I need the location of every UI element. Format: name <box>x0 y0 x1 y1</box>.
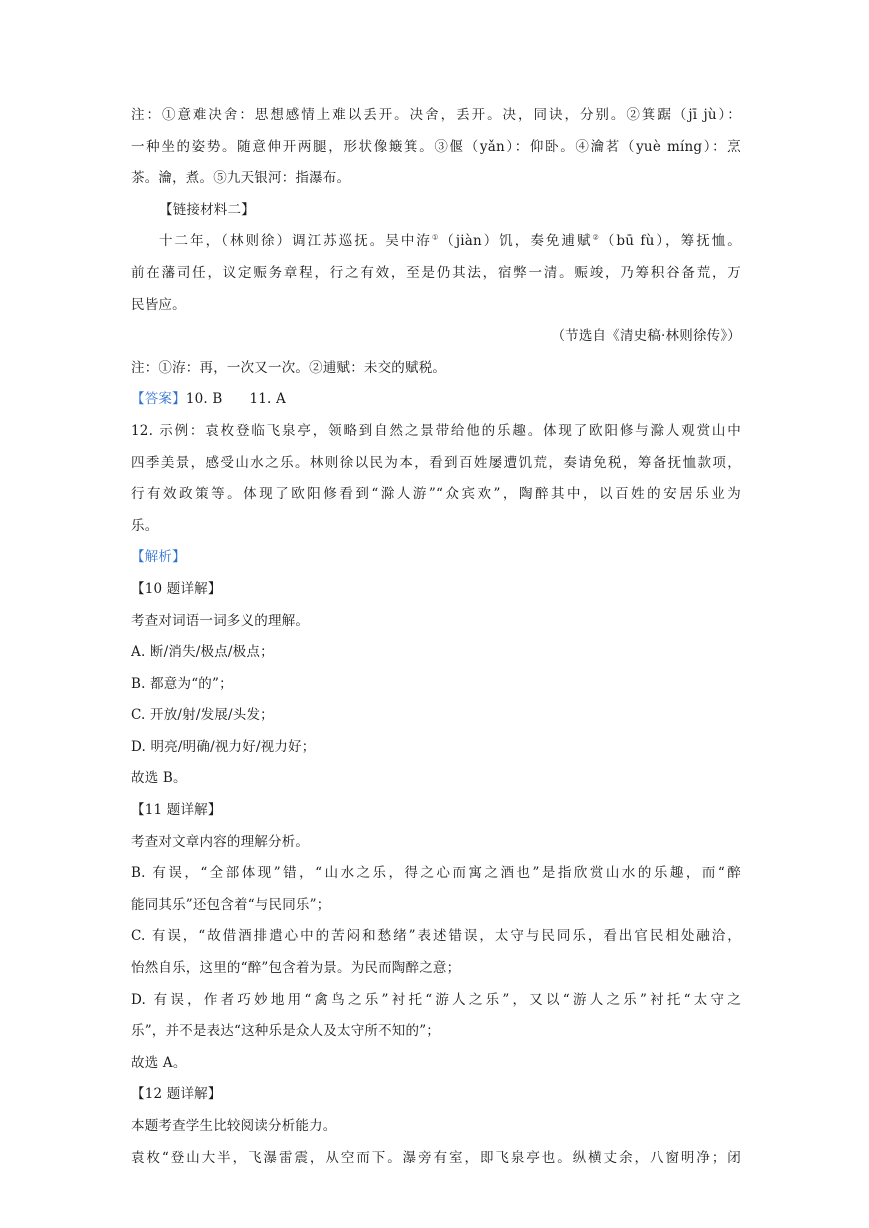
notes1-line-2: 一种坐的姿势。随意伸开两腿，形状像簸箕。③偃（yǎn）：仰卧。④瀹茗（yuè míng）：烹 <box>131 138 741 155</box>
material2-paragraph-line-3: 民皆应。 <box>131 296 186 313</box>
q11-option-b-line-1: B. 有误，“全部体现”错，“山水之乐，得之心而寓之酒也”是指欣赏山水的乐趣，而“醉 <box>131 865 741 882</box>
material2-paragraph-line-2: 前在藩司任，议定赈务章程，行之有效，至是仍其法，宿弊一清。赈竣，乃筹积谷备荒，万 <box>131 264 741 281</box>
footnote-marker-1: ① <box>431 233 441 242</box>
q10-option-a: A. 断/消失/极点/极点； <box>131 644 274 661</box>
notes1-line-1: 注：①意难决舍：思想感情上难以丢开。决舍，丢开。决，同诀，分别。②箕踞（jī jù）： <box>131 107 741 123</box>
answer-label: 【答案】 <box>131 391 186 408</box>
q10-option-b: B. 都意为“的”； <box>131 675 233 692</box>
footnote-marker-2: ② <box>592 233 601 242</box>
material2-note: 注：①洊：再，一次又一次。②逋赋：未交的赋税。 <box>131 359 447 376</box>
q11-title: 【11 题详解】 <box>131 802 222 819</box>
material2-text: （jiàn）饥，奏免逋赋 <box>440 233 593 250</box>
notes1-line-3: 茶。瀹，煮。⑤九天银河：指瀑布。 <box>131 170 351 187</box>
answer-text: 10. B 11. A <box>185 391 286 408</box>
q12-answer-line-4: 乐。 <box>131 517 159 534</box>
q12-intro: 本题考查学生比较阅读分析能力。 <box>131 1118 337 1134</box>
material2-text: 十二年，（林则徐）调江苏巡抚。吴中洊 <box>159 233 432 250</box>
answer-line <box>131 384 741 416</box>
q10-option-c: C. 开放/射/发展/头发； <box>131 707 274 724</box>
material2-source: （节选自《清史稿·林则徐传》） <box>551 328 741 345</box>
q11-option-b-line-2: 能同其乐”还包含着“与民同乐”； <box>131 896 331 913</box>
q11-option-c-line-2: 怡然自乐，这里的“醉”包含着为景。为民而陶醉之意； <box>131 960 461 977</box>
material2-text: （bū fù），筹抚恤。 <box>600 233 741 250</box>
q11-option-d-line-2: 乐”，并不是表达“这种乐是众人及太守所不知的”； <box>131 1023 441 1040</box>
q12-title: 【12 题详解】 <box>131 1086 222 1103</box>
q12-analysis-line-1: 袁枚“登山大半，飞瀑雷震，从空而下。瀑旁有室，即飞泉亭也。纵横丈余，八窗明净；闭 <box>131 1149 741 1166</box>
material2-heading: 【链接材料二】 <box>159 201 255 218</box>
q11-option-d-line-1: D. 有误，作者巧妙地用“禽鸟之乐”衬托“游人之乐”，又以“游人之乐”衬托“太守之 <box>131 991 741 1008</box>
document-page <box>131 100 741 1174</box>
q10-conclusion: 故选 B。 <box>131 770 187 787</box>
q10-title: 【10 题详解】 <box>131 580 222 597</box>
q11-conclusion: 故选 A。 <box>131 1054 187 1071</box>
q12-answer-line-2: 四季美景，感受山水之乐。林则徐以民为本，看到百姓屡遭饥荒，奏请免税，筹备抚恤款项， <box>131 454 741 471</box>
q12-answer-line-1: 12. 示例：袁枚登临飞泉亭，领略到自然之景带给他的乐趣。体现了欧阳修与滁人观赏山中 <box>131 422 741 439</box>
analysis-label: 【解析】 <box>131 549 186 566</box>
q10-option-d: D. 明亮/明确/视力好/视力好； <box>131 738 316 755</box>
q11-option-c-line-1: C. 有误，“故借酒排遣心中的苦闷和愁绪”表述错误，太守与民同乐，看出官民相处融洽， <box>131 928 741 945</box>
q11-intro: 考查对文章内容的理解分析。 <box>131 833 310 850</box>
q12-answer-line-3: 行有效政策等。体现了欧阳修看到“滁人游”“众宾欢”，陶醉其中，以百姓的安居乐业为 <box>131 486 741 503</box>
q10-intro: 考查对词语一词多义的理解。 <box>131 612 310 629</box>
material2-paragraph-line-1 <box>131 226 741 258</box>
